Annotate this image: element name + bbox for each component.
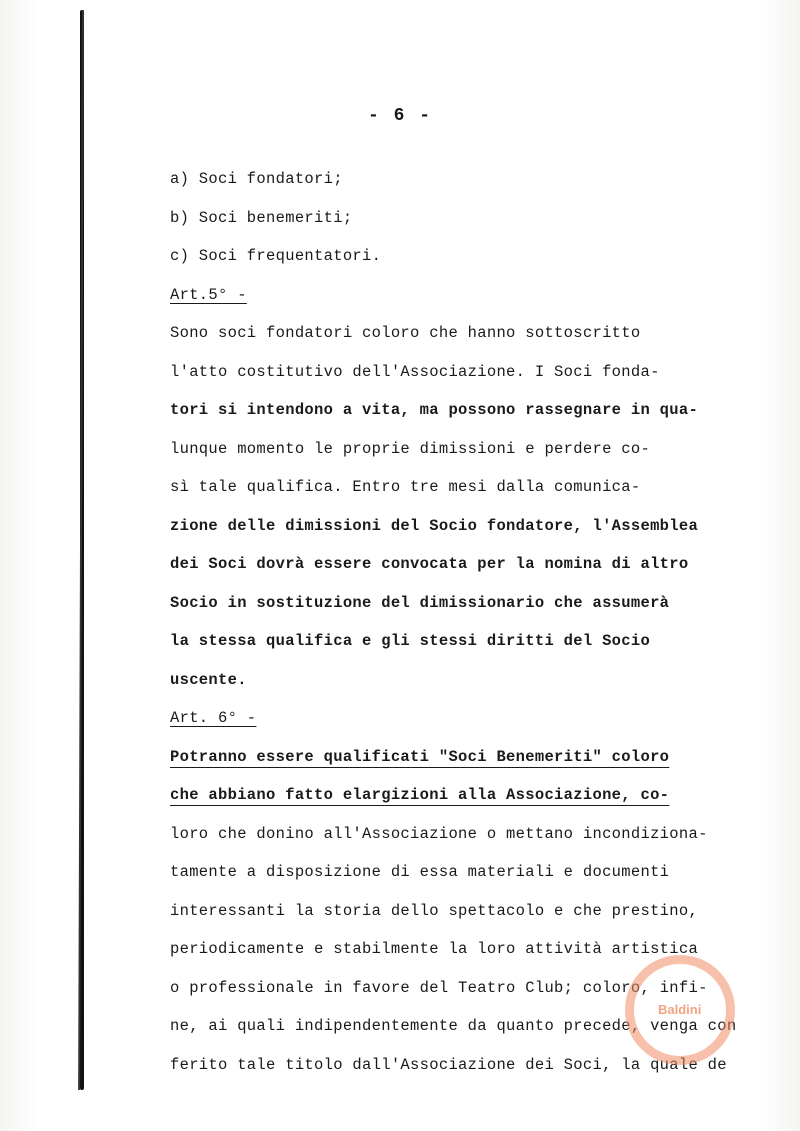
text-line: ne, ai quali indipendentemente da quanto precede, venga con	[170, 1017, 737, 1035]
text-line: Socio in sostituzione del dimissionario che assumerà	[170, 593, 670, 612]
text-line: sì tale qualifica. Entro tre mesi dalla comunica-	[170, 478, 641, 496]
text-line: l'atto costitutivo dell'Associazione. I Soci fonda-	[170, 362, 660, 381]
text-line: che abbiano fatto elargizioni alla Associazione, co-	[170, 786, 670, 804]
margin-line	[80, 10, 84, 1090]
text-line: Potranno essere qualificati "Soci Benemeriti" coloro	[170, 747, 670, 766]
text-line: lunque momento le proprie dimissioni e perdere co-	[170, 439, 651, 458]
text-line: uscente.	[170, 670, 247, 689]
article-heading: Art.5° -	[170, 285, 247, 304]
text-line: b) Soci benemeriti;	[170, 208, 353, 227]
stamp-label: Baldini	[658, 1002, 702, 1017]
text-line: ferito tale titolo dall'Associazione dei Soci, la quale de	[170, 1055, 727, 1074]
page-number: - 6 -	[367, 106, 432, 126]
text-line: c) Soci frequentatori.	[170, 247, 382, 265]
text-line: Sono soci fondatori coloro che hanno sottoscritto	[170, 324, 641, 342]
text-line: tamente a disposizione di essa materiali e documenti	[170, 863, 670, 881]
text-line: zione delle dimissioni del Socio fondatore, l'Assemblea	[170, 516, 699, 535]
text-line: la stessa qualifica e gli stessi diritti del Socio	[170, 632, 651, 650]
text-line: o professionale in favore del Teatro Club; coloro, infi-	[170, 978, 708, 997]
text-line: a) Soci fondatori;	[170, 170, 343, 188]
text-line: dei Soci dovrà essere convocata per la nomina di altro	[170, 555, 689, 573]
article-heading: Art. 6° -	[170, 709, 257, 727]
body-text	[170, 160, 750, 1084]
text-line: interessanti la storia dello spettacolo e che prestino,	[170, 901, 699, 920]
text-line: tori si intendono a vita, ma possono rassegnare in qua-	[170, 401, 699, 419]
text-line: periodicamente e stabilmente la loro attività artistica	[170, 940, 699, 958]
text-line: loro che donino all'Associazione o mettano incondiziona-	[170, 824, 708, 843]
